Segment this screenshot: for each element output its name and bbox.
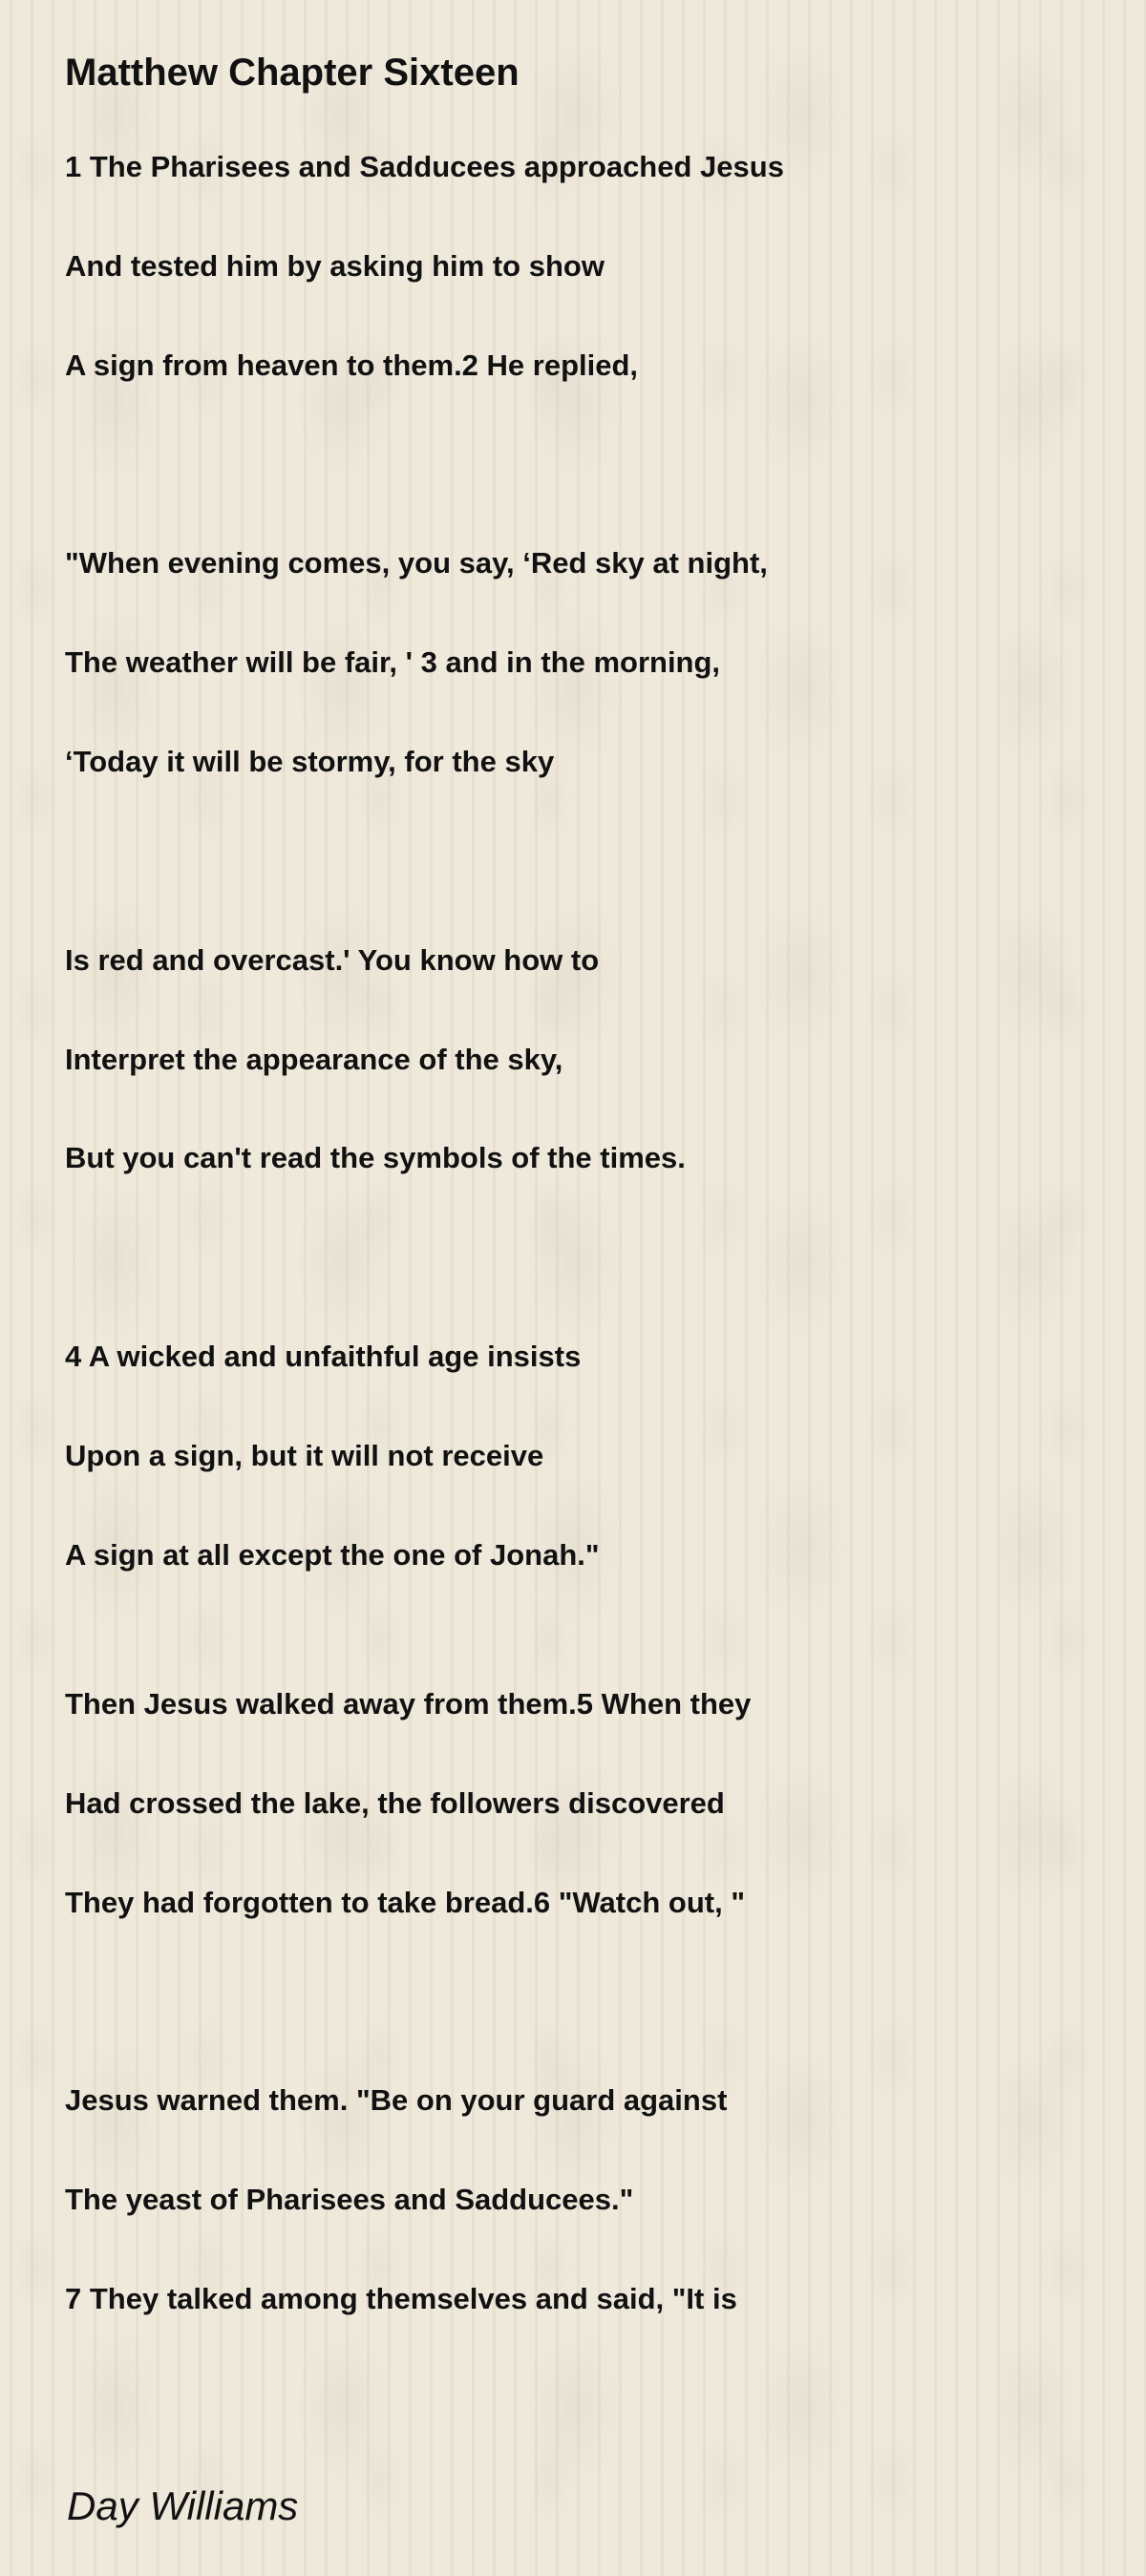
poem-line: And tested him by asking him to show xyxy=(65,249,605,283)
poem-line: Then Jesus walked away from them.5 When they xyxy=(65,1687,752,1721)
poem-line: ‘Today it will be stormy, for the sky xyxy=(65,745,555,778)
poem-title: Matthew Chapter Sixteen xyxy=(65,52,520,94)
poem-line: 4 A wicked and unfaithful age insists xyxy=(65,1340,582,1373)
poem-line: Jesus warned them. "Be on your guard against xyxy=(65,2083,728,2117)
poem-line: Had crossed the lake, the followers discovered xyxy=(65,1786,725,1820)
poem-line: A sign from heaven to them.2 He replied, xyxy=(65,348,639,382)
poem-line: The weather will be fair, ' 3 and in the morning, xyxy=(65,645,721,679)
poem-line: The yeast of Pharisees and Sadducees." xyxy=(65,2183,634,2216)
poem-line: But you can't read the symbols of the times. xyxy=(65,1141,686,1174)
poem-line: "When evening comes, you say, ‘Red sky at night, xyxy=(65,546,768,580)
poem-author[interactable]: Day Williams xyxy=(67,2483,299,2528)
poem-line: 1 The Pharisees and Sadducees approached Jesus xyxy=(65,150,784,183)
poem-line: A sign at all except the one of Jonah." xyxy=(65,1538,600,1572)
poem-line: 7 They talked among themselves and said, "It is xyxy=(65,2282,737,2315)
poem-line: Interpret the appearance of the sky, xyxy=(65,1043,563,1076)
poem-line: Is red and overcast.' You know how to xyxy=(65,943,600,977)
poem-line: Upon a sign, but it will not receive xyxy=(65,1439,544,1472)
poem-line: They had forgotten to take bread.6 "Watch out, " xyxy=(65,1886,746,1919)
